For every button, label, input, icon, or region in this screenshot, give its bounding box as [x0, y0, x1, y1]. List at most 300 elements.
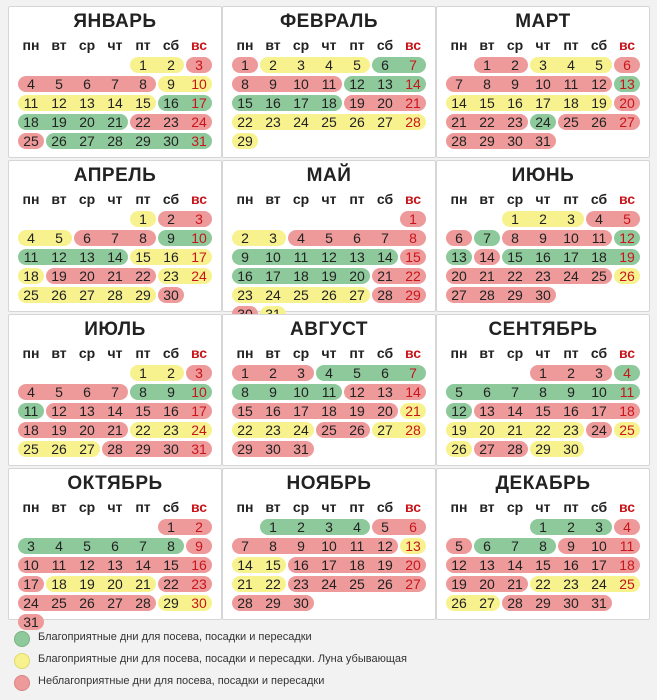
- weekday-label: пн: [450, 37, 468, 53]
- day-number: 27: [79, 133, 95, 149]
- day-number: 9: [269, 384, 277, 400]
- day-number: 10: [293, 76, 309, 92]
- day-number: 11: [591, 230, 607, 246]
- weekday-label: вт: [51, 499, 67, 515]
- day-number: 18: [23, 114, 39, 130]
- day-number: 25: [619, 576, 635, 592]
- day-number: 4: [27, 76, 35, 92]
- day-number: 10: [265, 249, 281, 265]
- day-number: 26: [51, 133, 67, 149]
- legend-text: Благоприятные дни для посева, посадки и пересадки. Луна убывающая: [38, 653, 407, 665]
- day-number: 25: [23, 133, 39, 149]
- weekday-label: чт: [107, 191, 123, 207]
- day-number: 1: [139, 365, 147, 381]
- day-number: 3: [595, 365, 603, 381]
- day-number: 8: [483, 76, 491, 92]
- day-number: 30: [507, 133, 523, 149]
- day-number: 29: [237, 133, 253, 149]
- day-number: 24: [191, 422, 207, 438]
- day-number: 13: [451, 249, 467, 265]
- weekday-label: чт: [321, 499, 337, 515]
- day-number: 11: [23, 249, 39, 265]
- day-number: 5: [55, 230, 63, 246]
- day-number: 20: [479, 576, 495, 592]
- day-number: 8: [139, 76, 147, 92]
- weekday-label: ср: [506, 191, 524, 207]
- day-number: 28: [479, 287, 495, 303]
- weekday-label: вс: [404, 37, 422, 53]
- weekday-label: вс: [618, 499, 636, 515]
- month-9: [436, 314, 650, 466]
- day-number: 23: [265, 422, 281, 438]
- day-number: 11: [51, 557, 67, 573]
- day-number: 2: [167, 57, 175, 73]
- day-number: 10: [191, 230, 207, 246]
- day-number: 22: [479, 114, 495, 130]
- day-number: 5: [455, 538, 463, 554]
- day-number: 30: [163, 287, 179, 303]
- day-number: 22: [237, 114, 253, 130]
- day-number: 16: [507, 95, 523, 111]
- legend-text: Благоприятные дни для посева, посадки и пересадки: [38, 631, 312, 643]
- day-number: 16: [163, 403, 179, 419]
- day-number: 1: [241, 365, 249, 381]
- weekday-label: ср: [506, 499, 524, 515]
- day-number: 30: [293, 595, 309, 611]
- day-number: 27: [377, 114, 393, 130]
- day-number: 21: [405, 95, 421, 111]
- month-12: [436, 468, 650, 620]
- weekday-label: вс: [618, 345, 636, 361]
- weekday-label: чт: [321, 191, 337, 207]
- weekday-label: чт: [107, 37, 123, 53]
- weekday-label: пт: [349, 37, 365, 53]
- day-number: 25: [591, 268, 607, 284]
- day-number: 8: [139, 384, 147, 400]
- day-number: 1: [539, 365, 547, 381]
- day-number: 25: [321, 422, 337, 438]
- day-number: 13: [79, 403, 95, 419]
- day-number: 4: [595, 211, 603, 227]
- weekday-label: ср: [78, 191, 96, 207]
- day-number: 29: [163, 595, 179, 611]
- weekday-label: пт: [563, 345, 579, 361]
- day-number: 11: [321, 76, 337, 92]
- day-number: 18: [293, 268, 309, 284]
- day-number: 30: [535, 287, 551, 303]
- day-number: 11: [619, 384, 635, 400]
- day-number: 28: [377, 287, 393, 303]
- weekday-label: пт: [563, 191, 579, 207]
- day-number: 4: [325, 57, 333, 73]
- day-number: 1: [167, 519, 175, 535]
- day-number: 13: [107, 557, 123, 573]
- day-number: 12: [591, 76, 607, 92]
- day-number: 26: [51, 441, 67, 457]
- day-number: 28: [405, 114, 421, 130]
- day-number: 3: [595, 519, 603, 535]
- day-number: 30: [191, 595, 207, 611]
- month-title: НОЯБРЬ: [286, 473, 372, 494]
- day-number: 24: [591, 576, 607, 592]
- day-number: 17: [563, 249, 579, 265]
- weekday-label: вс: [190, 345, 208, 361]
- day-number: 10: [535, 76, 551, 92]
- day-number: 14: [107, 95, 123, 111]
- day-number: 21: [507, 576, 523, 592]
- weekday-label: ср: [78, 345, 96, 361]
- day-number: 28: [405, 422, 421, 438]
- day-number: 23: [163, 114, 179, 130]
- day-number: 24: [293, 422, 309, 438]
- weekday-label: ср: [292, 191, 310, 207]
- weekday-label: вт: [479, 191, 495, 207]
- weekday-label: вт: [479, 37, 495, 53]
- legend-text: Неблагоприятные дни для посева, посадки и пересадки: [38, 675, 325, 687]
- day-number: 28: [451, 133, 467, 149]
- day-number: 4: [27, 384, 35, 400]
- day-number: 25: [619, 422, 635, 438]
- day-number: 20: [349, 268, 365, 284]
- day-number: 1: [139, 57, 147, 73]
- day-number: 10: [23, 557, 39, 573]
- weekday-label: пт: [563, 37, 579, 53]
- day-number: 3: [195, 57, 203, 73]
- month-title: ДЕКАБРЬ: [495, 473, 591, 494]
- day-number: 29: [479, 133, 495, 149]
- day-number: 14: [405, 76, 421, 92]
- day-number: 25: [563, 114, 579, 130]
- day-number: 22: [265, 576, 281, 592]
- day-number: 1: [539, 519, 547, 535]
- day-number: 22: [163, 576, 179, 592]
- day-number: 27: [377, 422, 393, 438]
- day-number: 14: [107, 403, 123, 419]
- weekday-label: чт: [535, 499, 551, 515]
- day-number: 27: [451, 287, 467, 303]
- day-number: 4: [55, 538, 63, 554]
- weekday-label: вт: [265, 37, 281, 53]
- day-number: 6: [83, 230, 91, 246]
- day-number: 19: [591, 95, 607, 111]
- day-number: 16: [293, 557, 309, 573]
- month-2: [222, 6, 436, 158]
- day-number: 13: [349, 249, 365, 265]
- day-number: 21: [377, 268, 393, 284]
- day-number: 23: [507, 114, 523, 130]
- weekday-label: ср: [506, 37, 524, 53]
- day-number: 7: [511, 538, 519, 554]
- day-number: 20: [79, 268, 95, 284]
- weekday-label: пт: [135, 499, 151, 515]
- day-number: 21: [107, 114, 123, 130]
- day-number: 3: [567, 211, 575, 227]
- day-number: 15: [163, 557, 179, 573]
- day-number: 19: [51, 114, 67, 130]
- month-title: АВГУСТ: [290, 319, 368, 340]
- day-number: 27: [619, 114, 635, 130]
- day-number: 21: [479, 268, 495, 284]
- day-number: 1: [139, 211, 147, 227]
- day-number: 15: [237, 403, 253, 419]
- weekday-label: ср: [292, 37, 310, 53]
- day-number: 8: [167, 538, 175, 554]
- day-number: 2: [567, 365, 575, 381]
- day-number: 17: [535, 95, 551, 111]
- weekday-label: ср: [292, 345, 310, 361]
- day-number: 26: [451, 441, 467, 457]
- day-number: 9: [539, 230, 547, 246]
- day-number: 19: [51, 268, 67, 284]
- day-number: 1: [483, 57, 491, 73]
- day-number: 13: [79, 249, 95, 265]
- day-number: 6: [409, 519, 417, 535]
- day-number: 23: [563, 576, 579, 592]
- weekday-label: вт: [265, 345, 281, 361]
- month-title: АПРЕЛЬ: [73, 165, 157, 186]
- day-number: 24: [191, 114, 207, 130]
- day-number: 24: [191, 268, 207, 284]
- day-number: 14: [451, 95, 467, 111]
- day-number: 15: [405, 249, 421, 265]
- day-number: 23: [293, 576, 309, 592]
- day-number: 22: [405, 268, 421, 284]
- day-number: 8: [511, 230, 519, 246]
- day-number: 24: [265, 287, 281, 303]
- day-number: 7: [511, 384, 519, 400]
- day-number: 20: [107, 576, 123, 592]
- day-number: 10: [321, 538, 337, 554]
- day-number: 17: [591, 403, 607, 419]
- day-number: 4: [325, 365, 333, 381]
- weekday-label: чт: [535, 37, 551, 53]
- day-number: 30: [163, 441, 179, 457]
- day-number: 12: [451, 557, 467, 573]
- weekday-label: вт: [479, 345, 495, 361]
- day-number: 23: [237, 287, 253, 303]
- day-number: 2: [167, 365, 175, 381]
- day-number: 7: [111, 230, 119, 246]
- day-number: 17: [321, 557, 337, 573]
- day-number: 14: [237, 557, 253, 573]
- day-number: 2: [269, 57, 277, 73]
- day-number: 11: [23, 95, 39, 111]
- weekday-label: вс: [190, 37, 208, 53]
- weekday-label: чт: [321, 37, 337, 53]
- day-number: 25: [51, 595, 67, 611]
- day-number: 19: [349, 95, 365, 111]
- day-number: 2: [241, 230, 249, 246]
- weekday-label: вт: [51, 345, 67, 361]
- weekday-label: сб: [162, 499, 180, 515]
- weekday-label: чт: [107, 345, 123, 361]
- weekday-label: вт: [479, 499, 495, 515]
- day-number: 22: [507, 268, 523, 284]
- day-number: 26: [349, 422, 365, 438]
- day-number: 24: [23, 595, 39, 611]
- day-number: 15: [507, 249, 523, 265]
- month-title: ИЮЛЬ: [84, 319, 146, 340]
- day-number: 31: [535, 133, 551, 149]
- day-number: 25: [349, 576, 365, 592]
- day-number: 29: [265, 595, 281, 611]
- month-1: [8, 6, 222, 158]
- day-number: 31: [191, 441, 207, 457]
- day-number: 19: [377, 557, 393, 573]
- weekday-label: вс: [618, 37, 636, 53]
- day-number: 7: [139, 538, 147, 554]
- day-number: 12: [349, 76, 365, 92]
- day-number: 11: [563, 76, 579, 92]
- day-number: 4: [27, 230, 35, 246]
- day-number: 5: [381, 519, 389, 535]
- day-number: 21: [135, 576, 151, 592]
- day-number: 9: [567, 384, 575, 400]
- day-number: 5: [455, 384, 463, 400]
- day-number: 28: [507, 595, 523, 611]
- day-number: 15: [265, 557, 281, 573]
- day-number: 13: [377, 384, 393, 400]
- day-number: 18: [591, 249, 607, 265]
- day-number: 17: [191, 403, 207, 419]
- day-number: 31: [293, 441, 309, 457]
- day-number: 23: [163, 422, 179, 438]
- day-number: 14: [405, 384, 421, 400]
- day-number: 29: [135, 287, 151, 303]
- day-number: 17: [591, 557, 607, 573]
- weekday-label: ср: [292, 499, 310, 515]
- day-number: 19: [321, 268, 337, 284]
- day-number: 31: [591, 595, 607, 611]
- day-number: 17: [265, 268, 281, 284]
- day-number: 10: [591, 538, 607, 554]
- day-number: 21: [107, 268, 123, 284]
- weekday-label: сб: [590, 37, 608, 53]
- day-number: 10: [563, 230, 579, 246]
- day-number: 18: [619, 403, 635, 419]
- day-number: 2: [567, 519, 575, 535]
- weekday-label: вс: [404, 499, 422, 515]
- weekday-label: вс: [190, 499, 208, 515]
- day-number: 14: [135, 557, 151, 573]
- day-number: 17: [191, 95, 207, 111]
- month-title: МАРТ: [515, 11, 571, 32]
- day-number: 2: [167, 211, 175, 227]
- day-number: 15: [135, 403, 151, 419]
- month-title: ИЮНЬ: [511, 165, 575, 186]
- day-number: 6: [83, 76, 91, 92]
- weekday-label: пт: [349, 499, 365, 515]
- day-number: 17: [293, 403, 309, 419]
- day-number: 25: [321, 114, 337, 130]
- day-number: 4: [623, 519, 631, 535]
- day-number: 21: [451, 114, 467, 130]
- day-number: 8: [539, 384, 547, 400]
- day-number: 19: [619, 249, 635, 265]
- day-number: 5: [623, 211, 631, 227]
- month-4: [8, 160, 222, 312]
- day-number: 5: [325, 230, 333, 246]
- day-number: 19: [451, 422, 467, 438]
- day-number: 29: [135, 133, 151, 149]
- weekday-label: вс: [404, 191, 422, 207]
- day-number: 26: [591, 114, 607, 130]
- day-number: 3: [269, 230, 277, 246]
- day-number: 27: [479, 595, 495, 611]
- day-number: 28: [135, 595, 151, 611]
- day-number: 20: [79, 114, 95, 130]
- day-number: 14: [107, 249, 123, 265]
- day-number: 13: [479, 403, 495, 419]
- weekday-label: вт: [51, 37, 67, 53]
- day-number: 8: [269, 538, 277, 554]
- day-number: 21: [507, 422, 523, 438]
- day-number: 6: [623, 57, 631, 73]
- weekday-label: сб: [376, 37, 394, 53]
- day-number: 5: [353, 57, 361, 73]
- weekday-label: вс: [618, 191, 636, 207]
- day-number: 13: [405, 538, 421, 554]
- day-number: 19: [51, 422, 67, 438]
- day-number: 14: [507, 557, 523, 573]
- day-number: 26: [349, 114, 365, 130]
- day-number: 18: [619, 557, 635, 573]
- month-5: [222, 160, 436, 312]
- day-number: 26: [51, 287, 67, 303]
- weekday-label: сб: [162, 191, 180, 207]
- day-number: 9: [195, 538, 203, 554]
- day-number: 11: [619, 538, 635, 554]
- day-number: 24: [293, 114, 309, 130]
- day-number: 3: [195, 211, 203, 227]
- day-number: 25: [23, 441, 39, 457]
- day-number: 8: [241, 76, 249, 92]
- day-number: 16: [265, 403, 281, 419]
- day-number: 12: [51, 249, 67, 265]
- day-number: 6: [381, 57, 389, 73]
- day-number: 26: [451, 595, 467, 611]
- day-number: 25: [293, 287, 309, 303]
- day-number: 16: [191, 557, 207, 573]
- day-number: 20: [79, 422, 95, 438]
- weekday-label: сб: [590, 345, 608, 361]
- day-number: 16: [563, 557, 579, 573]
- day-number: 15: [535, 403, 551, 419]
- weekday-label: сб: [590, 191, 608, 207]
- day-number: 29: [237, 441, 253, 457]
- day-number: 8: [241, 384, 249, 400]
- day-number: 23: [563, 422, 579, 438]
- day-number: 12: [377, 538, 393, 554]
- weekday-label: пн: [450, 345, 468, 361]
- weekday-label: вт: [265, 499, 281, 515]
- day-number: 26: [321, 287, 337, 303]
- day-number: 7: [409, 57, 417, 73]
- day-number: 9: [241, 249, 249, 265]
- day-number: 22: [135, 114, 151, 130]
- day-number: 3: [325, 519, 333, 535]
- day-number: 17: [191, 249, 207, 265]
- day-number: 9: [297, 538, 305, 554]
- day-number: 6: [353, 230, 361, 246]
- day-number: 11: [321, 384, 337, 400]
- day-number: 25: [23, 287, 39, 303]
- day-number: 29: [135, 441, 151, 457]
- month-6: [436, 160, 650, 312]
- day-number: 28: [107, 287, 123, 303]
- day-number: 16: [163, 249, 179, 265]
- day-number: 13: [619, 76, 635, 92]
